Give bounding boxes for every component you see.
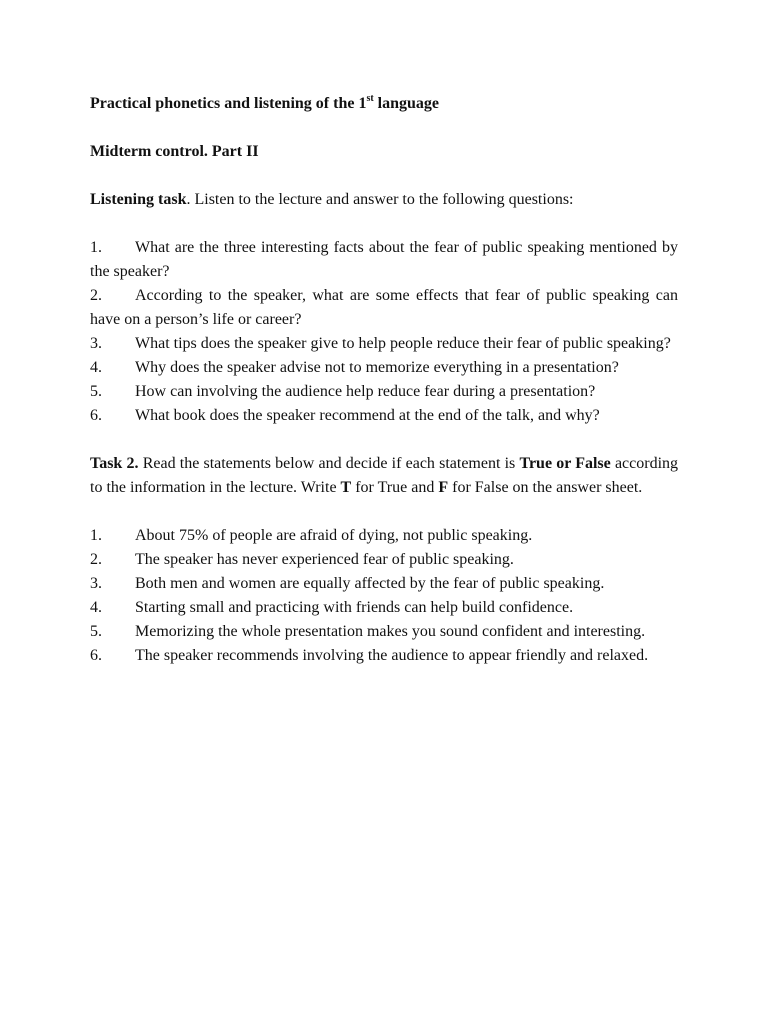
item-text: Starting small and practicing with friends can help build confidence. [135, 599, 574, 616]
task2-bold-true-false: True or False [519, 455, 611, 472]
listening-task-text: . Listen to the lecture and answer to the following questions: [186, 191, 574, 208]
title-superscript: st [366, 92, 374, 104]
item-number: 3. [90, 575, 102, 592]
task2-label: Task 2. [90, 455, 139, 472]
list-item [90, 572, 678, 596]
task2-text-3: for True and [351, 479, 439, 496]
item-number: 6. [90, 407, 102, 424]
list-item [90, 284, 678, 332]
task2-bold-f: F [438, 479, 449, 496]
list-item [90, 332, 678, 356]
task2-text-2: according to the information in the lecture. Write [90, 455, 679, 496]
item-number: 6. [90, 647, 102, 664]
list-item [90, 356, 678, 380]
item-text: What tips does the speaker give to help people reduce their fear of public speaking? [135, 335, 671, 352]
document-subtitle: Midterm control. Part II [90, 143, 259, 160]
list-item [90, 620, 678, 644]
list-item [90, 596, 678, 620]
list-item [90, 380, 678, 404]
item-text: Why does the speaker advise not to memorize everything in a presentation? [135, 359, 619, 376]
item-number: 2. [90, 551, 102, 568]
item-number: 1. [90, 527, 102, 544]
task2-instruction [90, 452, 678, 500]
item-text: What book does the speaker recommend at the end of the talk, and why? [135, 407, 600, 424]
listening-task-label: Listening task [90, 191, 187, 208]
item-number: 1. [90, 239, 102, 256]
item-number: 3. [90, 335, 102, 352]
task2-statements-list [90, 524, 678, 668]
item-text: About 75% of people are afraid of dying, not public speaking. [135, 527, 533, 544]
task2-bold-t: T [340, 479, 352, 496]
item-text: According to the speaker, what are some effects that fear of public speaking can have on a person’s life or career? [90, 287, 678, 328]
item-text: How can involving the audience help reduce fear during a presentation? [135, 383, 596, 400]
item-text: The speaker has never experienced fear of public speaking. [135, 551, 514, 568]
item-number: 5. [90, 383, 102, 400]
item-number: 4. [90, 599, 102, 616]
list-item [90, 236, 678, 284]
title-text: Practical phonetics and listening of the 1 [90, 95, 367, 112]
item-text: The speaker recommends involving the audience to appear friendly and relaxed. [135, 647, 649, 664]
title-suffix: language [373, 95, 440, 112]
listening-questions-list [90, 236, 678, 428]
item-number: 2. [90, 287, 102, 304]
document-title [90, 92, 678, 116]
list-item [90, 548, 678, 572]
list-item [90, 404, 678, 428]
item-number: 5. [90, 623, 102, 640]
list-item [90, 644, 678, 668]
item-text: What are the three interesting facts about the fear of public speaking mentioned by the speaker? [90, 239, 678, 280]
listening-task-instruction [90, 188, 678, 212]
document-page [90, 92, 678, 692]
task2-text-1: Read the statements below and decide if each statement is [138, 455, 520, 472]
item-text: Both men and women are equally affected by the fear of public speaking. [135, 575, 605, 592]
task2-text-4: for False on the answer sheet. [448, 479, 643, 496]
list-item [90, 524, 678, 548]
item-number: 4. [90, 359, 102, 376]
item-text: Memorizing the whole presentation makes you sound confident and interesting. [135, 623, 646, 640]
